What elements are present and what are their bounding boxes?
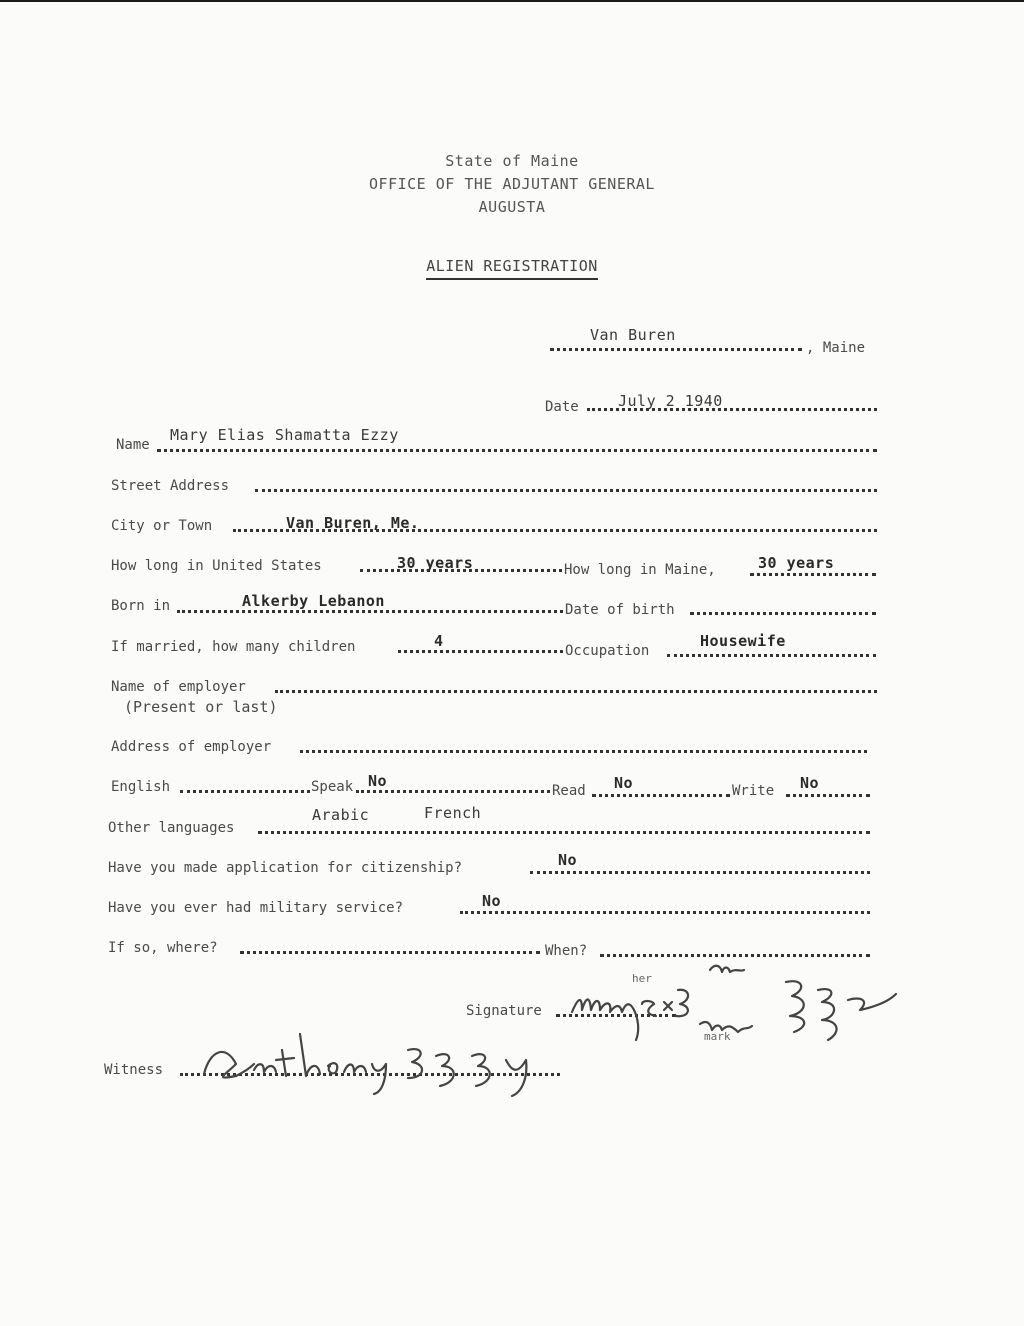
witness-handwriting [196,1020,566,1100]
children-value: 4 [434,632,444,650]
witness-label: Witness [104,1062,164,1078]
city-value: Van Buren, Me. [286,514,420,532]
name-value: Mary Elias Shamatta Ezzy [170,426,399,444]
citizenship-dots [530,871,870,874]
form-title: ALIEN REGISTRATION [0,256,1024,275]
office-heading: OFFICE OF THE ADJUTANT GENERAL [369,175,655,193]
speak-value: No [368,772,388,790]
children-dots [398,650,563,653]
employer-address-dots [300,750,867,753]
signature-mark-note: her [632,972,652,985]
born-in-value: Alkerby Lebanon [242,592,385,610]
born-in-dots [177,610,563,613]
write-value: No [800,774,820,792]
street-dots [255,489,877,492]
occupation-dots [667,654,876,657]
signature-handwriting [560,960,905,1050]
dob-dots [690,612,876,615]
document-header [0,150,1024,219]
employer-sublabel: (Present or last) [124,698,278,716]
date-label: Date [545,399,579,415]
other-languages-label: Other languages [108,820,235,836]
when-dots [600,954,870,957]
children-label: If married, how many children [111,639,356,655]
city-heading: AUGUSTA [478,198,546,216]
employer-label: Name of employer [111,679,246,695]
state-heading: State of Maine [445,152,579,170]
dob-label: Date of birth [565,602,675,618]
military-value: No [482,892,502,910]
years-us-value: 30 years [397,554,474,572]
military-label: Have you ever had military service? [108,900,404,916]
citizenship-label: Have you made application for citizenship? [108,860,463,876]
page-top-edge [0,0,1024,2]
name-label: Name [116,437,150,453]
name-dots [157,449,877,452]
read-value: No [614,774,634,792]
street-label: Street Address [111,478,230,494]
years-maine-dots [750,573,876,576]
speak-label: Speak [311,779,354,795]
write-label: Write [732,783,775,799]
where-label: If so, where? [108,940,218,956]
speak-dots [356,790,550,793]
when-label: When? [545,943,588,959]
english-dots [180,790,310,793]
location-town-value: Van Buren [590,326,676,344]
write-dots [786,794,870,797]
years-us-label: How long in United States [111,558,322,574]
read-label: Read [552,783,586,799]
location-suffix: , Maine [806,340,866,356]
date-value: July 2 1940 [618,392,723,410]
military-dots [460,911,870,914]
other-language-french: French [424,804,482,822]
where-dots [240,951,540,954]
born-in-label: Born in [111,598,171,614]
citizenship-value: No [558,851,578,869]
city-label: City or Town [111,518,213,534]
signature-mark-note-2: mark [704,1030,731,1043]
years-maine-value: 30 years [758,554,835,572]
other-languages-dots [258,831,870,834]
years-maine-label: How long in Maine, [564,562,716,578]
employer-dots [275,690,877,693]
occupation-value: Housewife [700,632,786,650]
read-dots [592,794,730,797]
employer-address-label: Address of employer [111,739,272,755]
occupation-label: Occupation [565,643,650,659]
other-language-arabic: Arabic [312,806,370,824]
english-label: English [111,779,171,795]
location-dots [550,348,802,351]
signature-label: Signature [466,1003,542,1019]
